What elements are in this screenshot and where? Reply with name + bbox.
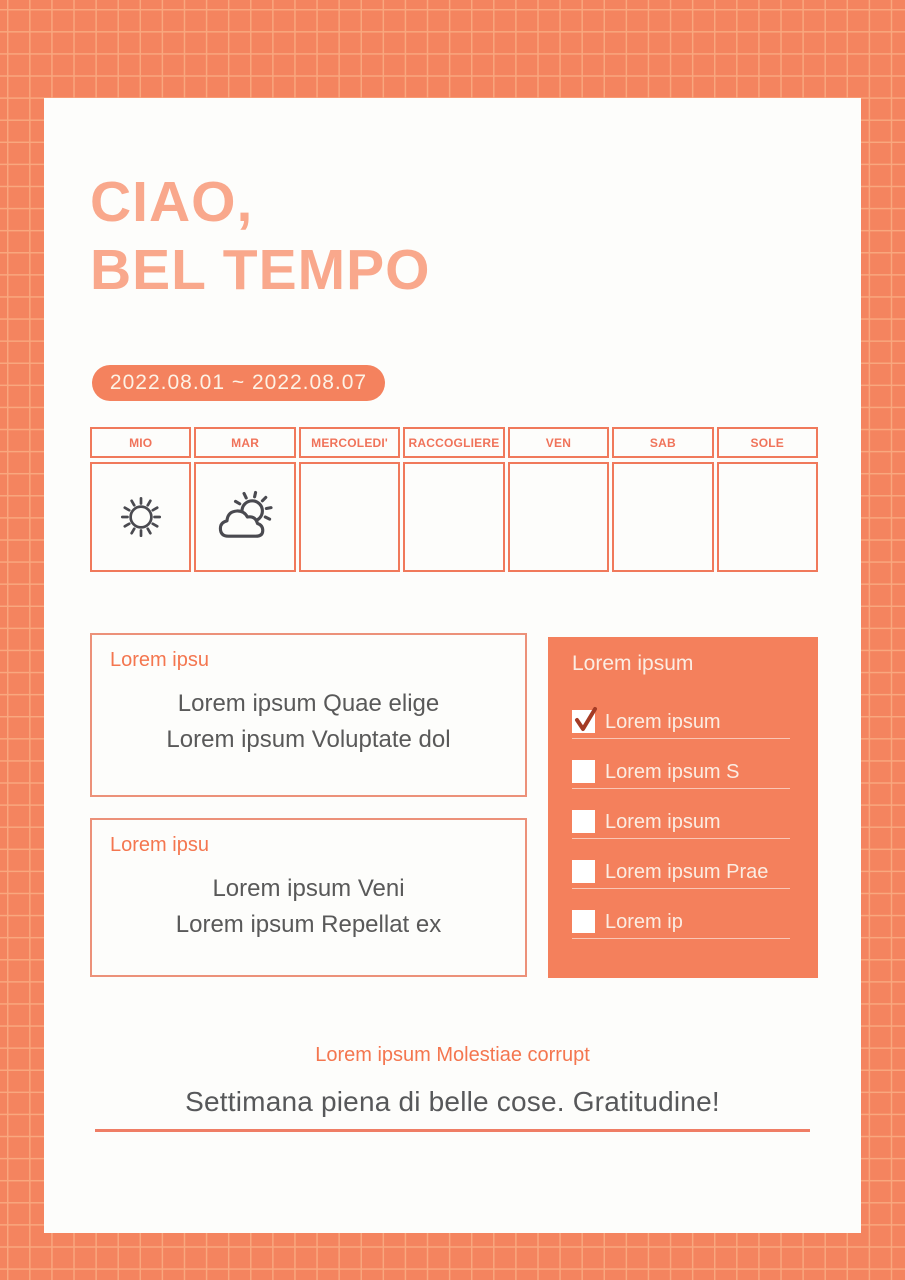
checklist-underline	[572, 888, 790, 889]
note-box-1	[90, 633, 527, 797]
checklist-title: Lorem ipsum	[572, 652, 694, 675]
checklist-item-label: Lorem ip	[605, 911, 683, 933]
day-header-ven: VEN	[508, 427, 609, 458]
day-cell-1	[90, 462, 191, 572]
sun-icon	[114, 490, 168, 544]
day-cell-3	[299, 462, 400, 572]
planner-card	[44, 98, 861, 1233]
checkmark-icon	[573, 703, 601, 733]
checklist-underline	[572, 938, 790, 939]
note-box-2-label: Lorem ipsu	[110, 834, 209, 856]
footer-subtitle: Lorem ipsum Molestiae corrupt	[315, 1044, 590, 1066]
note-box-2-body	[92, 871, 525, 943]
checklist-panel	[548, 637, 818, 978]
day-cell-5	[508, 462, 609, 572]
note-box-1-label: Lorem ipsu	[110, 649, 209, 671]
checklist-underline	[572, 788, 790, 789]
checklist-item-label: Lorem ipsum S	[605, 761, 740, 783]
checklist-item-label: Lorem ipsum	[605, 711, 721, 733]
day-header-mercoledi: MERCOLEDI'	[299, 427, 400, 458]
note-box-2	[90, 818, 527, 977]
date-range-badge	[92, 365, 385, 401]
note-box-1-line1: Lorem ipsum Quae elige	[177, 690, 440, 717]
note-box-1-line2: Lorem ipsum Voluptate dol	[166, 726, 451, 753]
day-header-mio: MIO	[90, 427, 191, 458]
note-box-1-body	[92, 686, 525, 758]
page-title	[90, 168, 430, 304]
page-title-line1: CIAO,	[90, 170, 254, 234]
checklist-item-label: Lorem ipsum Prae	[605, 861, 769, 883]
day-header-sab: SAB	[612, 427, 713, 458]
day-header-raccogliere: RACCOGLIERE	[403, 427, 504, 458]
day-header-mar: MAR	[194, 427, 295, 458]
checklist-item-1	[572, 710, 790, 760]
day-cell-6	[612, 462, 713, 572]
checklist-item-3	[572, 810, 790, 860]
checklist-item-5	[572, 910, 790, 960]
footer-rule	[95, 1129, 810, 1132]
checklist-item-4	[572, 860, 790, 910]
weekly-calendar-table	[90, 427, 818, 572]
checkbox-unchecked[interactable]	[572, 910, 595, 933]
sun-cloud-icon	[215, 490, 275, 544]
checkbox-checked[interactable]	[572, 710, 595, 733]
checklist-underline	[572, 738, 790, 739]
note-box-2-line1: Lorem ipsum Veni	[212, 875, 405, 902]
day-header-sole: SOLE	[717, 427, 818, 458]
checklist-item-label: Lorem ipsum	[605, 811, 721, 833]
note-box-2-line2: Lorem ipsum Repellat ex	[175, 911, 442, 938]
day-cell-7	[717, 462, 818, 572]
page-title-line2: BEL TEMPO	[90, 238, 431, 302]
checklist-item-2	[572, 760, 790, 810]
footer-message: Settimana piena di belle cose. Gratitudine!	[185, 1086, 720, 1117]
checkbox-unchecked[interactable]	[572, 760, 595, 783]
day-cell-4	[403, 462, 504, 572]
checkbox-unchecked[interactable]	[572, 860, 595, 883]
checkbox-unchecked[interactable]	[572, 810, 595, 833]
checklist-underline	[572, 838, 790, 839]
date-range-label: 2022.08.01 ~ 2022.08.07	[109, 371, 368, 394]
day-cell-2	[194, 462, 295, 572]
